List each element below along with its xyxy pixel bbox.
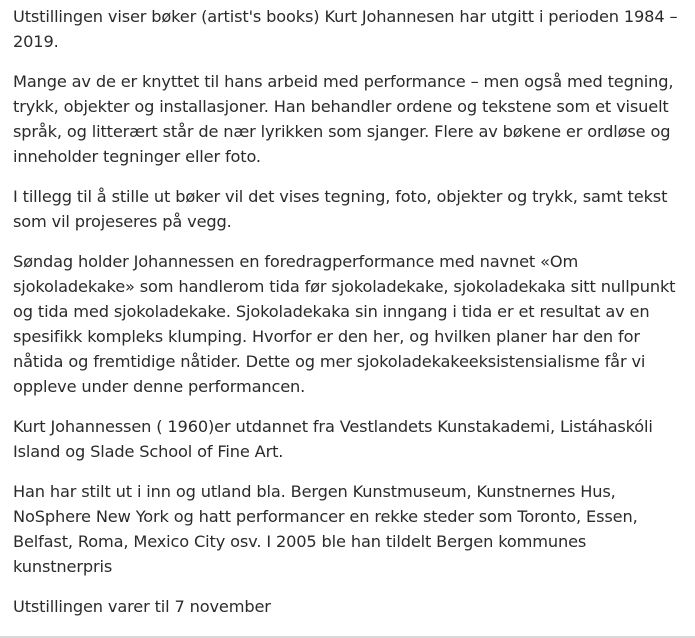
article-body xyxy=(13,4,688,634)
paragraph-exhibitions-history: Han har stilt ut i inn og utland bla. Bergen Kunstmuseum, Kunstnernes Hus, NoSphere New York og hatt performancer en rekke steder som Toronto, Essen, Belfast, Roma, Mexico City osv. I 2005 ble han tildelt Bergen kommunes kunstnerpris xyxy=(13,482,638,576)
paragraph-education: Kurt Johannessen ( 1960)er utdannet fra Vestlandets Kunstakademi, Listáhaskóli Island og Slade School of Fine Art. xyxy=(13,417,653,461)
paragraph-intro: Utstillingen viser bøker (artist's books) Kurt Johannesen har utgitt i perioden 1984 – 2019. xyxy=(13,7,678,51)
paragraph-sunday-performance: Søndag holder Johannessen en foredragperformance med navnet «Om sjokoladekake» som handlerom tida før sjokoladekake, sjokoladekaka sitt nullpunkt og tida med sjokoladekake. Sjokoladekaka sin inngang i tida er et resultat av en spesifikk kompleks klumping. Hvorfor er den her, og hvilken planer har den for nåtida og fremtidige nåtider. Dette og mer sjokoladekakeeksistensialisme får vi oppleve under denne performancen. xyxy=(13,252,676,396)
paragraph-duration: Utstillingen varer til 7 november xyxy=(13,597,271,616)
paragraph-performance: Mange av de er knyttet til hans arbeid med performance – men også med tegning, trykk, objekter og installasjoner. Han behandler ordene og tekstene som et visuelt språk, og litterært står de nær lyrikken som sjanger. Flere av bøkene er ordløse og inneholder tegninger eller foto. xyxy=(13,72,674,166)
paragraph-exhibition-content: I tillegg til å stille ut bøker vil det vises tegning, foto, objekter og trykk, samt tekst som vil projeseres på vegg. xyxy=(13,187,668,231)
